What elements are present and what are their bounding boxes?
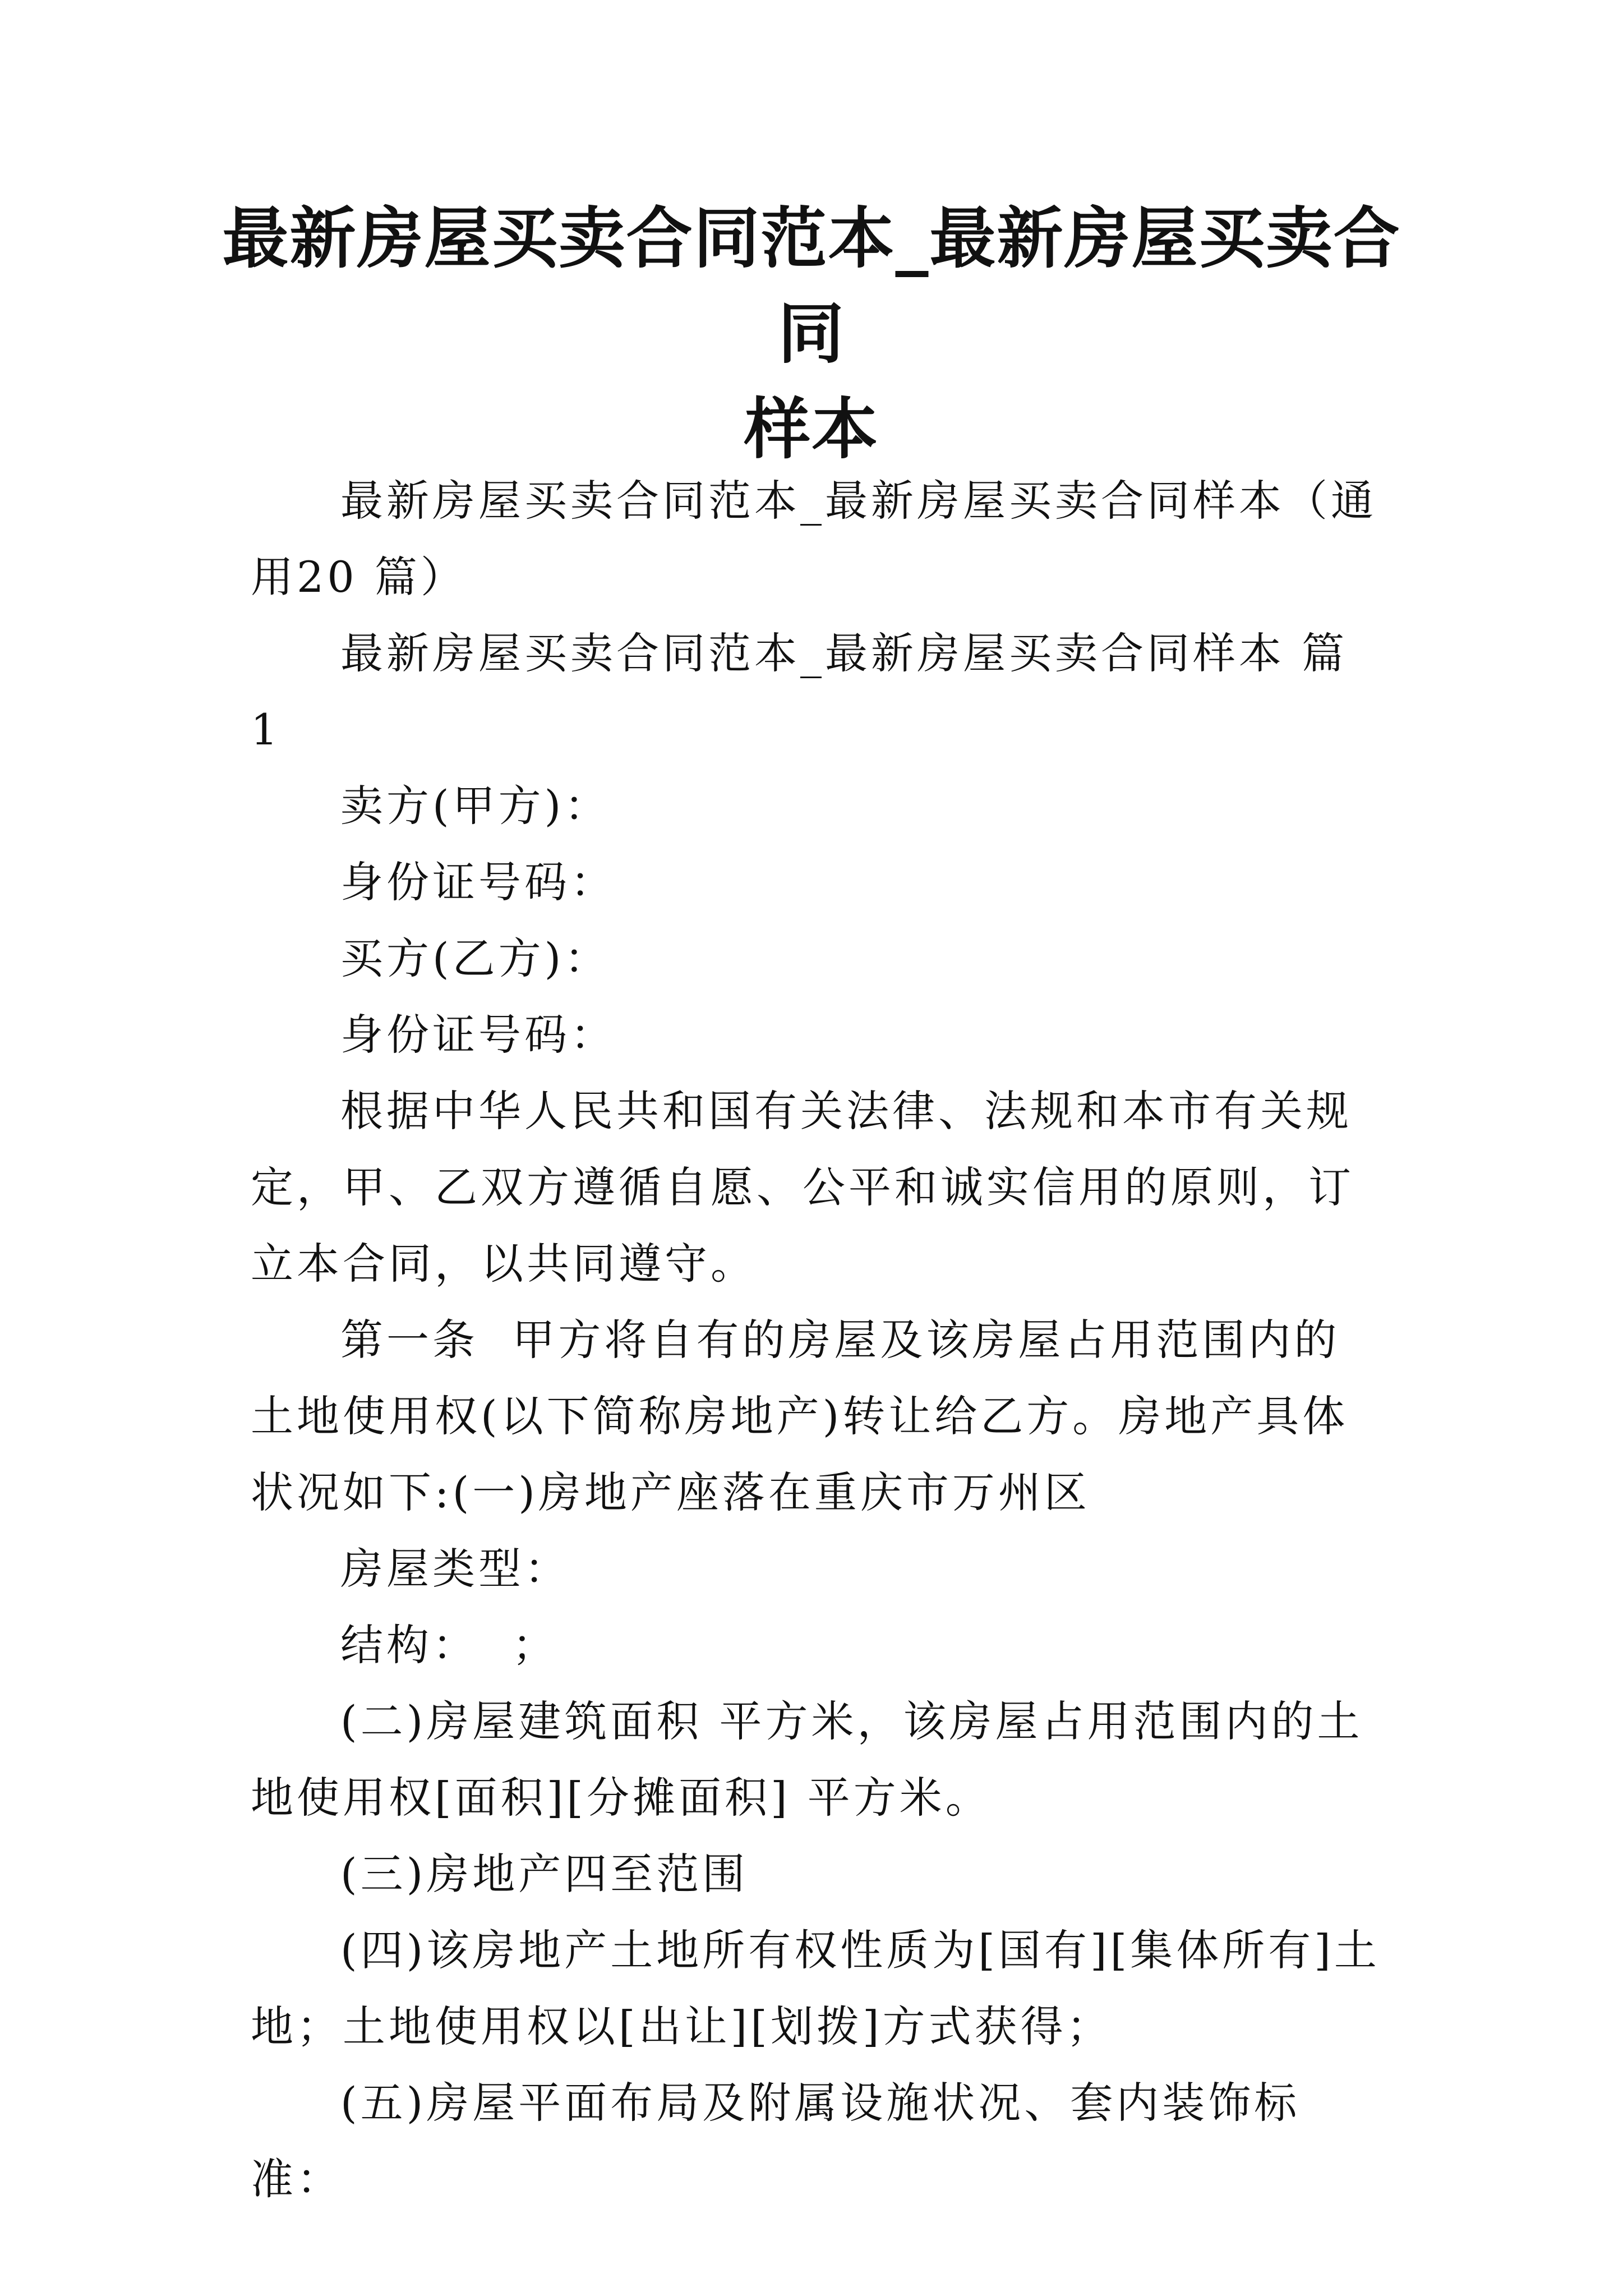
paragraph-boundaries: (三)房地产四至范围 (340, 1849, 749, 1899)
paragraph-article-1: 第一条 甲方将自有的房屋及该房屋占用范围内的土地使用权(以下简称房地产)转让给乙方。房地产具体状况如下:(一)房地产座落在重庆市万州区 (251, 1315, 1349, 1517)
paragraph-structure: 结构： ； (340, 1620, 559, 1670)
paragraph-intro: 最新房屋买卖合同范本_最新房屋买卖合同样本（通用20 篇） (251, 476, 1377, 602)
paragraph-seller: 卖方(甲方)： (340, 781, 611, 831)
paragraph-land-rights: (四)该房地产土地所有权性质为[国有][集体所有]土地；土地使用权以[出让][划拨]方式获得； (251, 1925, 1380, 2051)
paragraph-buyer: 买方(乙方)： (340, 933, 611, 983)
paragraph-buyer-id: 身份证号码： (340, 1010, 616, 1060)
paragraph-section-heading: 最新房屋买卖合同范本_最新房屋买卖合同样本 篇 1 (251, 628, 1365, 754)
paragraph-layout: (五)房屋平面布局及附属设施状况、套内装饰标准： (251, 2078, 1301, 2204)
paragraph-seller-id: 身份证号码： (340, 857, 616, 907)
paragraph-house-type: 房屋类型： (340, 1544, 570, 1594)
document-title: 最新房屋买卖合同范本_最新房屋买卖合同 样本 (222, 199, 1401, 468)
document-body (251, 463, 1384, 2217)
paragraph-legal-basis: 根据中华人民共和国有关法律、法规和本市有关规定，甲、乙双方遵循自愿、公平和诚实信用的原则，订立本合同，以共同遵守。 (251, 1086, 1354, 1289)
paragraph-area: (二)房屋建筑面积 平方米，该房屋占用范围内的土地使用权[面积][分摊面积] 平方米。 (251, 1696, 1363, 1823)
